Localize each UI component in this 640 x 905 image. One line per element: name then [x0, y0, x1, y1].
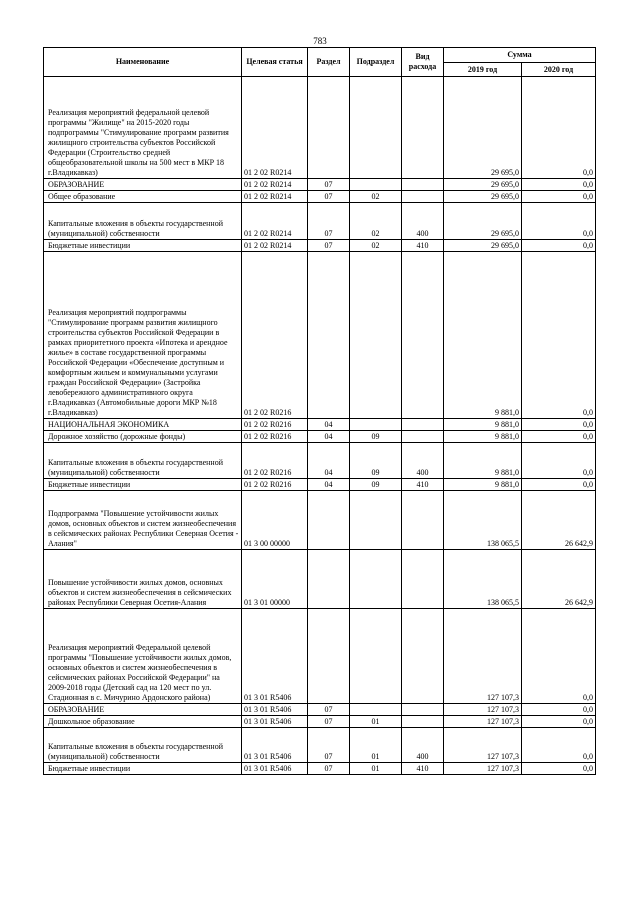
row-subsection: [350, 550, 402, 609]
row-name: Общее образование: [44, 191, 242, 203]
row-target-code: 01 3 00 00000: [242, 491, 308, 550]
row-subsection: 02: [350, 240, 402, 252]
row-section: 07: [308, 763, 350, 775]
row-expense-type: [402, 550, 444, 609]
row-value-2020: 26 642,9: [522, 491, 596, 550]
row-section: [308, 77, 350, 179]
row-value-2020: 0,0: [522, 609, 596, 704]
row-subsection: 09: [350, 443, 402, 479]
row-value-2019: 9 881,0: [444, 252, 522, 419]
header-name: Наименование: [44, 48, 242, 77]
row-section: 07: [308, 203, 350, 240]
row-name: Реализация мероприятий федеральной целевой программы "Жилище" на 2015-2020 годы подпрограммы "Стимулирование программ развития жилищного строительства субъектов Российской Федерации (Строительство средней общеобразовательной школы на 500 мест в МКР 18 г.Владикавказ): [44, 77, 242, 179]
header-2020: 2020 год: [522, 63, 596, 77]
row-section: 07: [308, 179, 350, 191]
row-target-code: 01 2 02 R0214: [242, 179, 308, 191]
row-subsection: [350, 179, 402, 191]
row-name: Дошкольное образование: [44, 716, 242, 728]
table-row: [44, 77, 596, 179]
table-row: [44, 191, 596, 203]
table-body: [44, 77, 596, 775]
row-section: 07: [308, 704, 350, 716]
row-subsection: 02: [350, 191, 402, 203]
row-value-2019: 29 695,0: [444, 240, 522, 252]
row-value-2019: 9 881,0: [444, 419, 522, 431]
row-expense-type: [402, 179, 444, 191]
row-target-code: 01 3 01 00000: [242, 550, 308, 609]
table-row: [44, 550, 596, 609]
row-expense-type: [402, 716, 444, 728]
row-expense-type: [402, 77, 444, 179]
row-value-2019: 29 695,0: [444, 203, 522, 240]
row-name: Капитальные вложения в объекты государственной (муниципальной) собственности: [44, 443, 242, 479]
page-number: 783: [313, 36, 327, 46]
row-subsection: 09: [350, 479, 402, 491]
row-target-code: 01 3 01 R5406: [242, 609, 308, 704]
row-section: 07: [308, 240, 350, 252]
row-expense-type: 410: [402, 240, 444, 252]
row-value-2019: 9 881,0: [444, 479, 522, 491]
row-section: [308, 550, 350, 609]
row-value-2020: 26 642,9: [522, 550, 596, 609]
row-section: 04: [308, 431, 350, 443]
row-expense-type: 400: [402, 443, 444, 479]
row-name: Бюджетные инвестиции: [44, 479, 242, 491]
row-value-2019: 127 107,3: [444, 716, 522, 728]
table-row: [44, 443, 596, 479]
row-subsection: [350, 609, 402, 704]
row-subsection: [350, 77, 402, 179]
table-row: [44, 419, 596, 431]
row-value-2019: 29 695,0: [444, 77, 522, 179]
row-target-code: 01 2 02 R0216: [242, 431, 308, 443]
row-value-2020: 0,0: [522, 419, 596, 431]
row-name: Подпрограмма "Повышение устойчивости жилых домов, основных объектов и систем жизнеобеспечения в сейсмических районах Республики Северная Осетия - Алания": [44, 491, 242, 550]
row-name: Дорожное хозяйство (дорожные фонды): [44, 431, 242, 443]
row-subsection: [350, 491, 402, 550]
row-subsection: [350, 419, 402, 431]
row-value-2019: 9 881,0: [444, 443, 522, 479]
header-section: Раздел: [308, 48, 350, 77]
row-expense-type: 410: [402, 479, 444, 491]
row-section: [308, 609, 350, 704]
row-subsection: 01: [350, 763, 402, 775]
row-target-code: 01 3 01 R5406: [242, 716, 308, 728]
row-value-2020: 0,0: [522, 203, 596, 240]
table-row: [44, 763, 596, 775]
row-expense-type: 400: [402, 203, 444, 240]
row-value-2020: 0,0: [522, 704, 596, 716]
header-2019: 2019 год: [444, 63, 522, 77]
table-row: [44, 704, 596, 716]
row-value-2020: 0,0: [522, 716, 596, 728]
row-value-2020: 0,0: [522, 252, 596, 419]
row-expense-type: 400: [402, 728, 444, 763]
row-section: 07: [308, 728, 350, 763]
row-target-code: 01 2 02 R0216: [242, 479, 308, 491]
row-name: Капитальные вложения в объекты государственной (муниципальной) собственности: [44, 728, 242, 763]
row-expense-type: [402, 191, 444, 203]
table-row: [44, 491, 596, 550]
table-row: [44, 716, 596, 728]
row-value-2019: 127 107,3: [444, 763, 522, 775]
header-expense-type: Вид расхода: [402, 48, 444, 77]
row-target-code: 01 2 02 R0216: [242, 419, 308, 431]
row-value-2020: 0,0: [522, 179, 596, 191]
row-value-2020: 0,0: [522, 443, 596, 479]
row-name: Капитальные вложения в объекты государственной (муниципальной) собственности: [44, 203, 242, 240]
row-value-2019: 127 107,3: [444, 728, 522, 763]
row-target-code: 01 2 02 R0214: [242, 191, 308, 203]
row-section: 04: [308, 419, 350, 431]
row-value-2020: 0,0: [522, 191, 596, 203]
row-section: [308, 491, 350, 550]
row-target-code: 01 2 02 R0214: [242, 77, 308, 179]
row-section: 07: [308, 191, 350, 203]
row-name: Бюджетные инвестиции: [44, 763, 242, 775]
row-subsection: 01: [350, 728, 402, 763]
row-value-2019: 127 107,3: [444, 609, 522, 704]
row-value-2020: 0,0: [522, 479, 596, 491]
row-target-code: 01 2 02 R0216: [242, 443, 308, 479]
row-value-2019: 29 695,0: [444, 191, 522, 203]
row-target-code: 01 3 01 R5406: [242, 763, 308, 775]
row-subsection: 09: [350, 431, 402, 443]
header-sum: Сумма: [444, 48, 596, 63]
row-target-code: 01 2 02 R0214: [242, 203, 308, 240]
row-expense-type: [402, 431, 444, 443]
row-value-2020: 0,0: [522, 763, 596, 775]
table-row: [44, 609, 596, 704]
row-expense-type: [402, 491, 444, 550]
row-subsection: 01: [350, 716, 402, 728]
row-section: 04: [308, 479, 350, 491]
row-value-2019: 29 695,0: [444, 179, 522, 191]
row-name: ОБРАЗОВАНИЕ: [44, 179, 242, 191]
row-value-2020: 0,0: [522, 77, 596, 179]
row-target-code: 01 3 01 R5406: [242, 728, 308, 763]
row-expense-type: [402, 609, 444, 704]
table-row: [44, 728, 596, 763]
row-subsection: 02: [350, 203, 402, 240]
row-expense-type: 410: [402, 763, 444, 775]
row-value-2020: 0,0: [522, 431, 596, 443]
table-row: [44, 203, 596, 240]
row-name: ОБРАЗОВАНИЕ: [44, 704, 242, 716]
header-subsection: Подраздел: [350, 48, 402, 77]
row-section: [308, 252, 350, 419]
table-row: [44, 431, 596, 443]
table-row: [44, 240, 596, 252]
row-expense-type: [402, 704, 444, 716]
row-name: Реализация мероприятий Федеральной целевой программы "Повышение устойчивости жилых домов, основных объектов и систем жизнеобеспечения в сейсмических районах Российской Федерации" на 2009-2018 годы (Детский сад на 120 мест по ул. Стадионная в с. Мичурино Ардонского района): [44, 609, 242, 704]
row-target-code: 01 2 02 R0214: [242, 240, 308, 252]
row-subsection: [350, 252, 402, 419]
row-value-2019: 127 107,3: [444, 704, 522, 716]
row-section: 07: [308, 716, 350, 728]
row-target-code: 01 3 01 R5406: [242, 704, 308, 716]
table-row: [44, 479, 596, 491]
table-row: [44, 252, 596, 419]
row-name: Реализация мероприятий подпрограммы "Стимулирование программ развития жилищного строительства субъектов Российской Федерации в рамках приоритетного проекта «Ипотека и арендное жилье» в составе государственной программы Российской Федерации «Обеспечение доступным и комфортным жильем и коммунальными услугами граждан Российской Федерации» (Застройка левобережного административного округа г.Владикавказ (Автомобильные дороги МКР №18 г.Владикавказ): [44, 252, 242, 419]
row-value-2019: 138 065,5: [444, 491, 522, 550]
table-row: [44, 179, 596, 191]
row-value-2019: 9 881,0: [444, 431, 522, 443]
row-value-2020: 0,0: [522, 240, 596, 252]
row-name: Бюджетные инвестиции: [44, 240, 242, 252]
budget-table: [43, 47, 596, 775]
row-section: 04: [308, 443, 350, 479]
row-value-2020: 0,0: [522, 728, 596, 763]
row-subsection: [350, 704, 402, 716]
header-target: Целевая статья: [242, 48, 308, 77]
row-name: Повышение устойчивости жилых домов, основных объектов и систем жизнеобеспечения в сейсмических районах Республики Северная Осетия-Алания: [44, 550, 242, 609]
row-expense-type: [402, 419, 444, 431]
row-value-2019: 138 065,5: [444, 550, 522, 609]
row-expense-type: [402, 252, 444, 419]
row-name: НАЦИОНАЛЬНАЯ ЭКОНОМИКА: [44, 419, 242, 431]
row-target-code: 01 2 02 R0216: [242, 252, 308, 419]
